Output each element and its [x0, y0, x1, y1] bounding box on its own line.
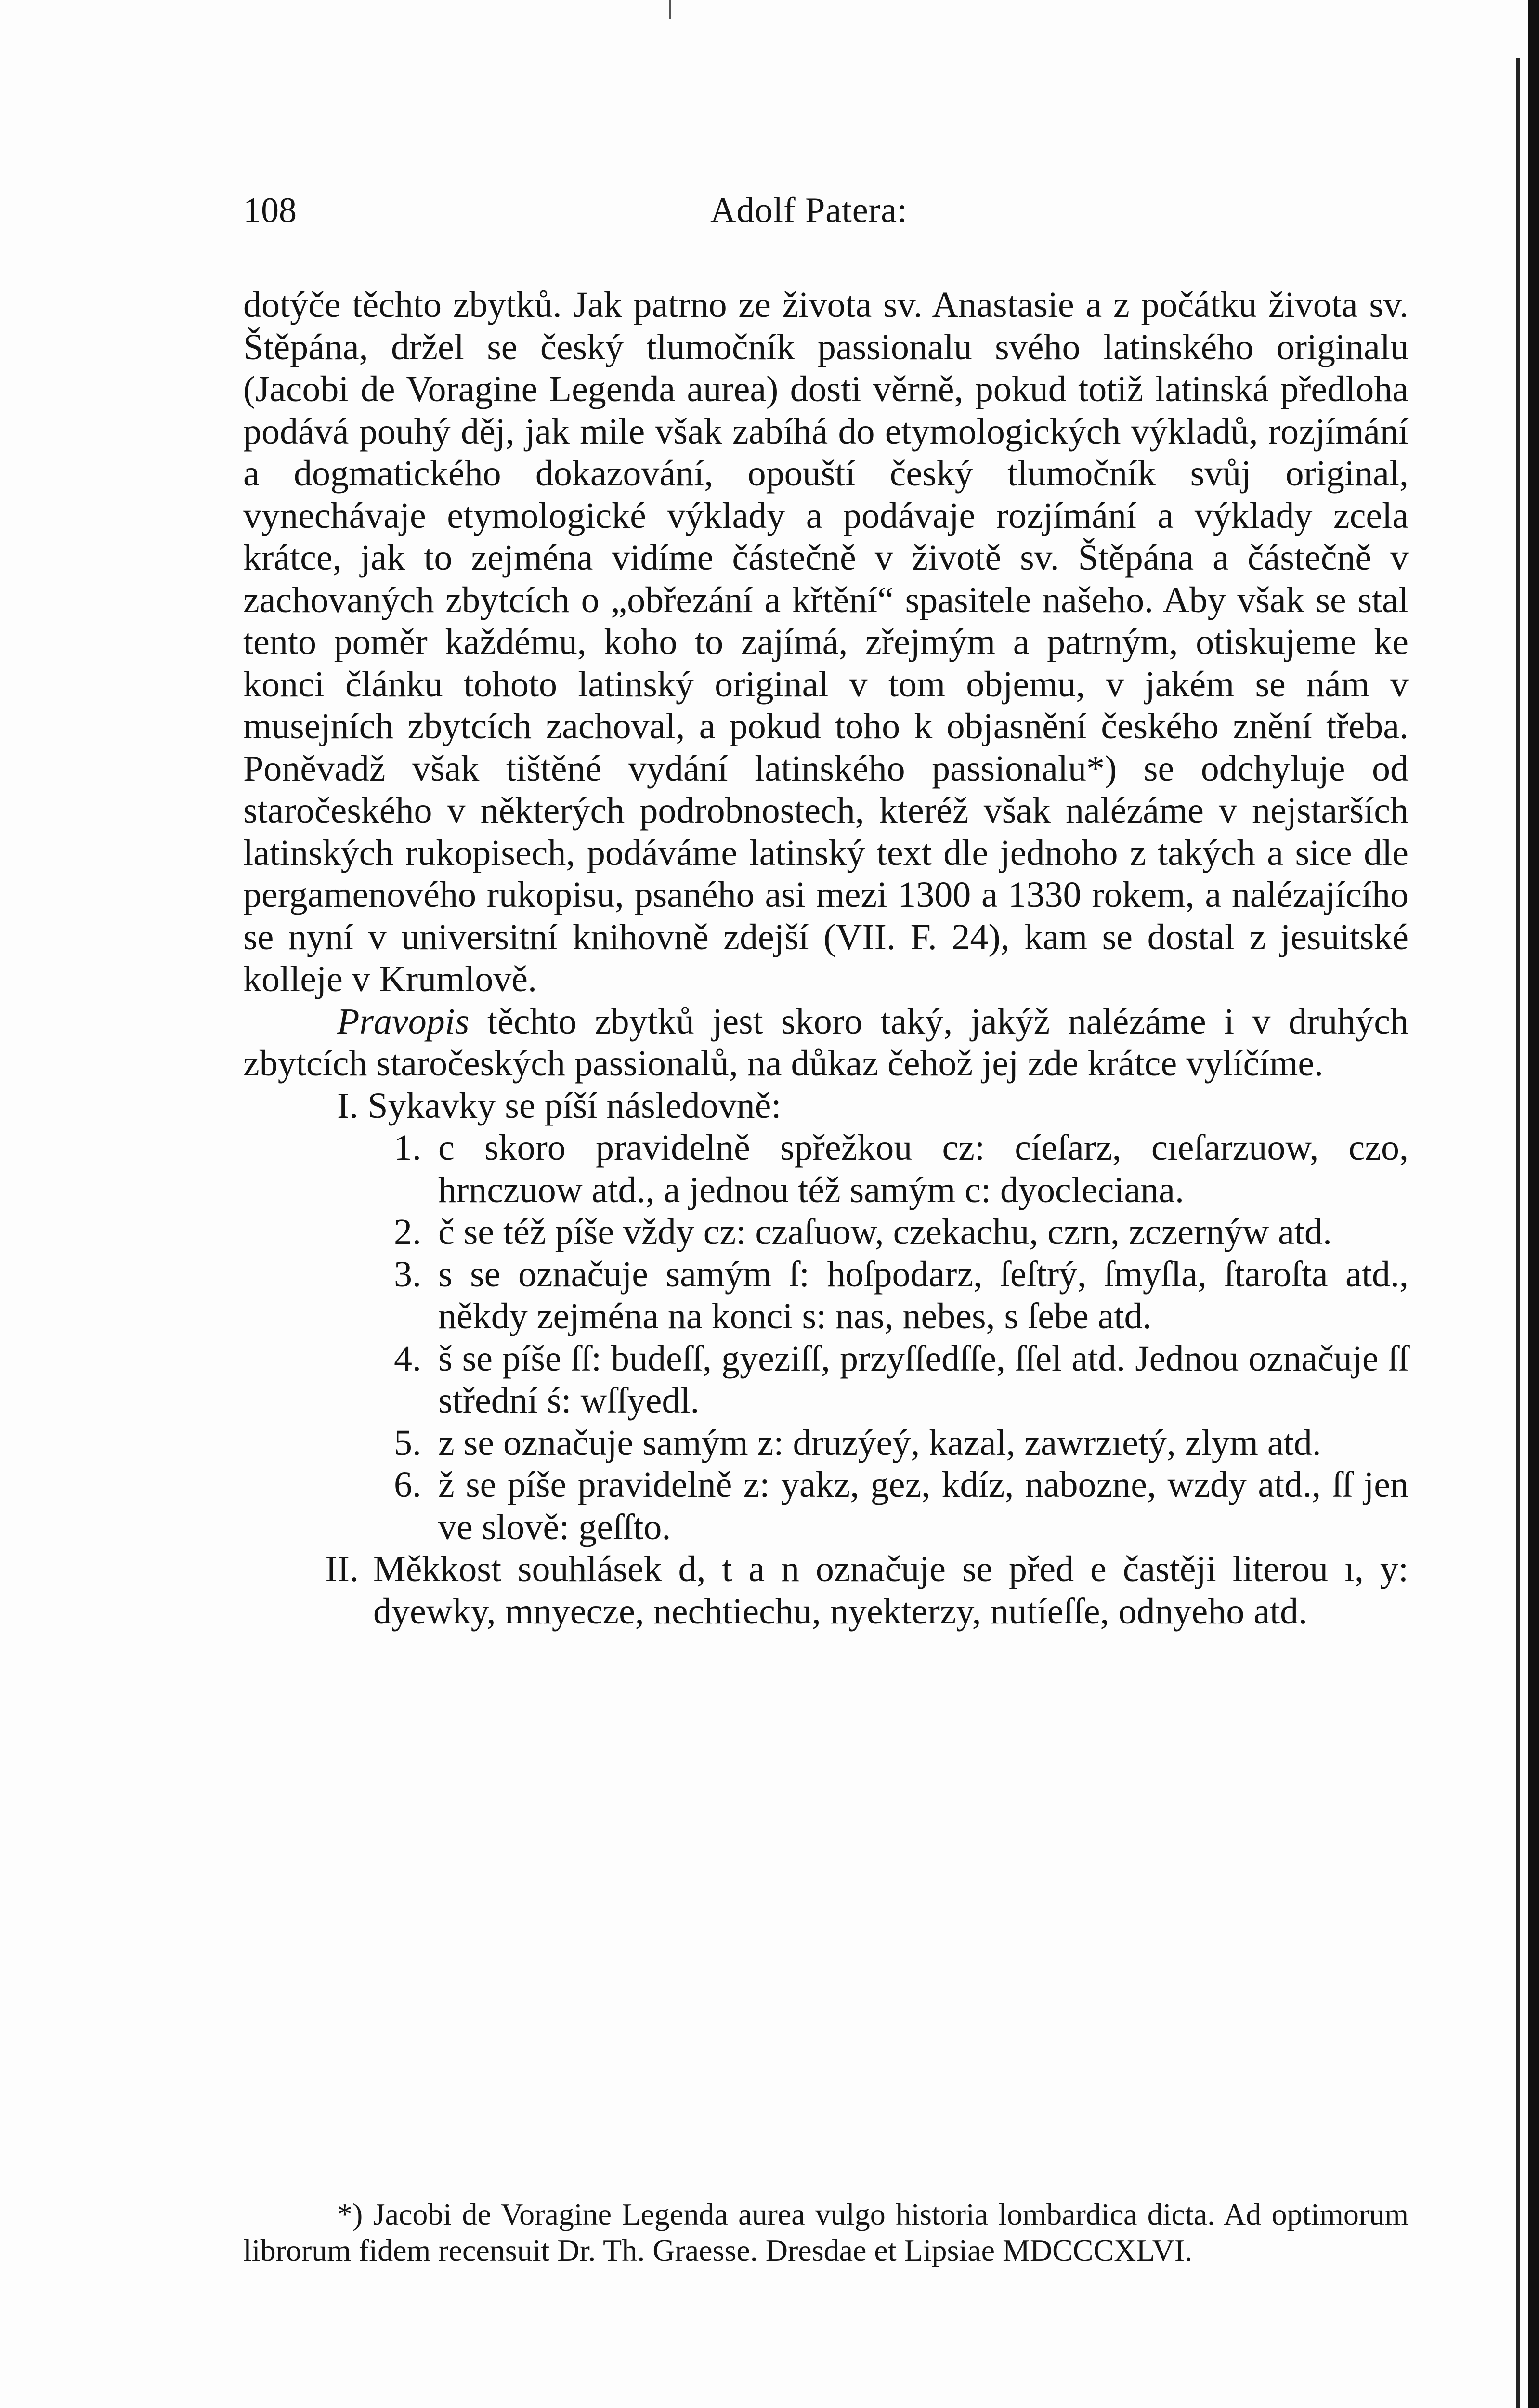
list-item	[243, 1422, 1409, 1465]
list-item	[243, 1211, 1409, 1254]
list-item-number: 3.	[394, 1254, 421, 1295]
section-I-heading: I. Sykavky se píší následovně:	[337, 1085, 782, 1126]
list-item-number: 6.	[394, 1465, 421, 1505]
running-head: Adolf Patera:	[710, 191, 908, 230]
list-item-number: 1.	[394, 1127, 421, 1168]
footnote-text: *) Jacobi de Voragine Legenda aurea vulgo historia lombardica dicta. Ad optimorum librorum fidem recensuit Dr. Th. Graesse. Dresdae et Lipsiae MDCCCXLVI.	[243, 2197, 1409, 2267]
paragraph-1: dotýče těchto zbytků. Jak patrno ze života sv. Anastasie a z počátku života sv. Štěpána, držel se český tlumočník passionalu svého latinského originalu (Jacobi de Voragine Legenda aurea) dosti věrně, pokud totiž latinská předloha podává pouhý děj, jak mile však zabíhá do etymologických výkladů, rozjímání a dogmatického dokazování, opouští český tlumočník svůj original, vynechávaje etymologické výklady a podávaje rozjímání a výklady zcela krátce, jak to zejména vidíme částečně v životě sv. Štěpána a částečně v zachovaných zbytcích o „obřezání a křtění“ spasitele našeho. Aby však se stal tento poměr každému, koho to zajímá, zřejmým a patrným, otiskujeme ke konci článku tohoto latinský original v tom objemu, v jakém se nám v musejních zbytcích zachoval, a pokud toho k objasnění českého znění třeba. Poněvadž však tištěné vydání latinského passionalu*) se odchyluje od staročeského v některých podrobnostech, kteréž však nalézáme v nejstarších latinských rukopisech, podáváme latinský text dle jednoho z takých a sice dle pergamenového rukopisu, psaného asi mezi 1300 a 1330 rokem, a nalézajícího se nyní v universitní knihovně zdejší (VII. F. 24), kam se dostal z jesuitské kolleje v Krumlově.	[243, 285, 1409, 999]
list-item-text: s se označuje samým ſ: hoſpodarz, ſeſtrý, ſmyſla, ſtaroſta atd., někdy zejména na konci s: nas, nebes, s ſebe atd.	[438, 1254, 1409, 1336]
paragraph-2-lead: Pravopis	[337, 1001, 470, 1042]
sibilant-list	[243, 1127, 1409, 1548]
list-item-text: c skoro pravidelně spřežkou cz: cíeſarz, cıeſarzuow, czo, hrnczuow atd., a jednou též samým c: dyocleciana.	[438, 1127, 1409, 1210]
list-item-text: ž se píše pravidelně z: yakz, gez, kdíz, nabozne, wzdy atd., ſſ jen ve slově: geſſto.	[438, 1465, 1409, 1547]
list-item	[243, 1254, 1409, 1338]
paragraph-2	[243, 1001, 1409, 1085]
page-header	[243, 190, 1423, 248]
section-II	[243, 1548, 1409, 1633]
footnote	[243, 2196, 1409, 2268]
list-item-number: 4.	[394, 1338, 421, 1379]
list-item	[243, 1127, 1409, 1211]
list-item-text: č se též píše vždy cz: czaſuow, czekachu, czrn, zczernýw atd.	[438, 1212, 1332, 1252]
paragraph-2-rest: těchto zbytků jest skoro taký, jakýž nalézáme i v druhých zbytcích staročeských passionalů, na důkaz čehož jej zde krátce vylíčíme.	[243, 1001, 1409, 1084]
section-II-number: II.	[325, 1549, 359, 1589]
list-item-text: š se píše ſſ: budeſſ, gyeziſſ, przyſſedſſe, ſſel atd. Jednou označuje ſſ střední ś: wſſyedl.	[438, 1338, 1409, 1421]
section-II-text: Měkkost souhlásek d, t a n označuje se před e častěji literou ı, y: dyewky, mnyecze, nechtiechu, nyekterzy, nutíeſſe, odnyeho atd.	[373, 1549, 1409, 1632]
scan-edge	[1528, 0, 1539, 2408]
list-item-number: 5.	[394, 1422, 421, 1463]
body-text	[243, 284, 1409, 1633]
list-item	[243, 1464, 1409, 1548]
scan-mark	[669, 0, 671, 19]
list-item	[243, 1338, 1409, 1422]
scan-edge-line	[1516, 58, 1520, 2408]
list-item-text: z se označuje samým z: druzýeý, kazal, zawrzıetý, zlym atd.	[438, 1422, 1321, 1463]
page-number: 108	[243, 191, 297, 230]
list-item-number: 2.	[394, 1212, 421, 1252]
